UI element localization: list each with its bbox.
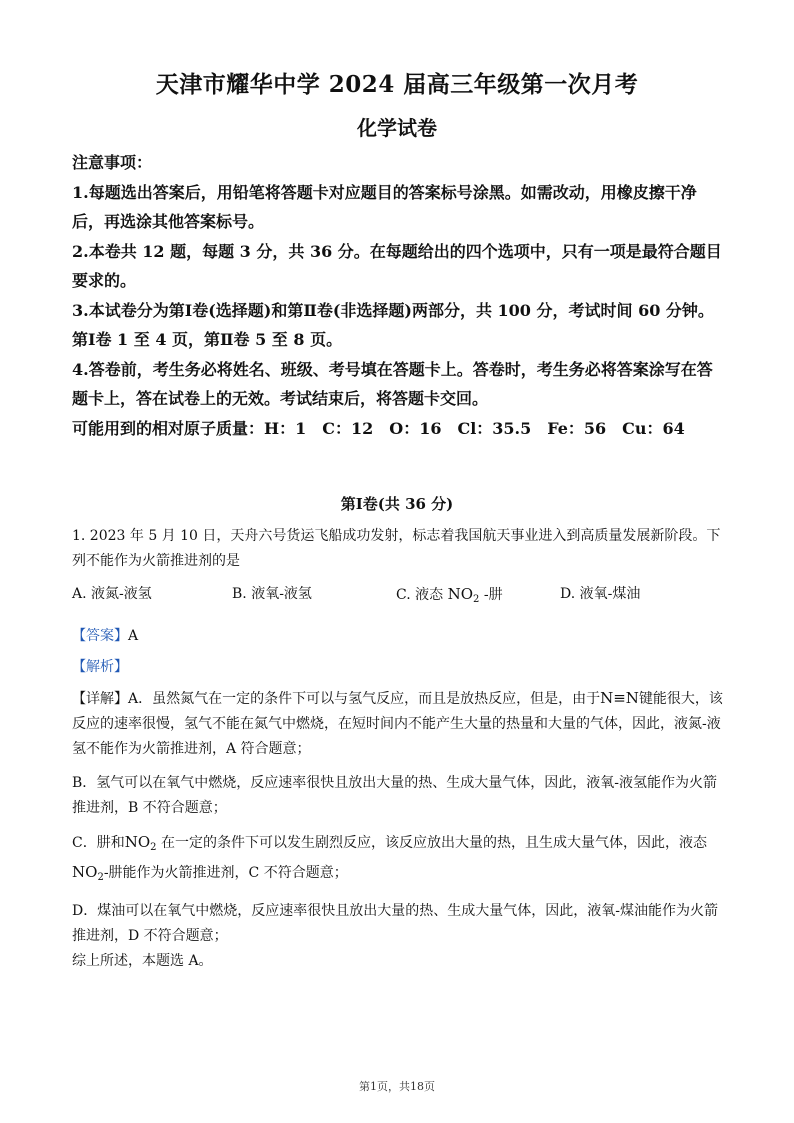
notes-item-2: 2.本卷共 12 题，每题 3 分，共 36 分。在每题给出的四个选项中，只有一项是最符合题目要求的。	[72, 241, 722, 290]
option-c	[396, 582, 560, 612]
detail-c-part2: 在一定的条件下可以发生剧烈反应，该反应放出大量的热，且生成大量气体，因此，液态	[160, 835, 707, 851]
notes-heading: 注意事项：	[72, 153, 153, 172]
analysis-line	[72, 655, 724, 680]
detail-c-subscript: 2	[150, 842, 157, 853]
option-a: A. 液氮-液氢	[72, 586, 152, 602]
question-block	[72, 524, 724, 974]
spacer	[72, 762, 724, 771]
answer-label: 【答案】	[72, 628, 128, 644]
detail-c-part3: -肼能作为火箭推进剂，C 不符合题意；	[103, 865, 348, 881]
detail-c-subscript2: 2	[97, 872, 104, 883]
detail-a-part2: 键能很大，该反应的速率很慢，氢气不能在氮气中燃烧，在短时间内不能产生大量的热量和大量的气体，因此，液氮-液氢不能作为火箭推进剂，A 符合题意；	[72, 691, 723, 757]
answer-value: A	[128, 628, 139, 644]
page-footer: 第1页，共18页	[359, 1080, 435, 1093]
exam-subtitle: 化学试卷	[357, 116, 437, 140]
detail-c-formula: NO	[124, 833, 151, 851]
spacer	[72, 821, 724, 830]
detail-label: 【详解】	[72, 691, 128, 707]
exam-title: 天津市耀华中学 2024 届高三年级第一次月考	[155, 71, 639, 98]
spacer	[72, 890, 724, 899]
detail-a-part1: A．虽然氮气在一定的条件下可以与氢气反应，而且是放热反应，但是，由于	[128, 691, 601, 707]
detail-c	[72, 830, 724, 890]
option-c-subscript: 2	[473, 594, 480, 605]
option-row	[72, 582, 724, 612]
option-c-formula: NO	[447, 585, 474, 603]
answer-line	[72, 624, 724, 649]
detail-b: B．氢气可以在氧气中燃烧，反应速率很快且放出大量的热、生成大量气体，因此，液氧-液氢能作为火箭推进剂，B 不符合题意；	[72, 775, 718, 816]
summary-line: 综上所述，本题选 A。	[72, 953, 213, 969]
question-stem: 1. 2023 年 5 月 10 日，天舟六号货运飞船成功发射，标志着我国航天事业进入到高质量发展新阶段。下列不能作为火箭推进剂的是	[72, 528, 721, 569]
detail-c-part1: C．肼和	[72, 835, 125, 851]
section-title: 第Ⅰ卷(共 36 分)	[340, 495, 454, 513]
notes-item-4: 4.答卷前，考生务必将姓名、班级、考号填在答题卡上。答卷时，考生务必将答案涂写在答题卡上，答在试卷上的无效。考试结束后，将答题卡交回。	[72, 359, 713, 408]
notes-item-3: 3.本试卷分为第Ⅰ卷(选择题)和第Ⅱ卷(非选择题)两部分，共 100 分，考试时间 60 分钟。第Ⅰ卷 1 至 4 页，第Ⅱ卷 5 至 8 页。	[72, 300, 714, 349]
triple-bond-formula: N≡N	[600, 689, 639, 707]
atomic-masses: 可能用到的相对原子质量：H：1 C：12 O：16 Cl：35.5 Fe：56 Cu：64	[72, 418, 685, 438]
notes-item-1: 1.每题选出答案后，用铅笔将答题卡对应题目的答案标号涂黑。如需改动，用橡皮擦干净后，再选涂其他答案标号。	[72, 182, 697, 231]
analysis-label: 【解析】	[72, 659, 128, 675]
option-d: D. 液氧-煤油	[560, 586, 641, 602]
option-c-prefix: C. 液态	[396, 587, 444, 603]
detail-a	[72, 686, 724, 762]
option-b: B. 液氧-液氢	[232, 586, 312, 602]
notes-block	[72, 148, 722, 443]
detail-c-formula2: NO	[72, 863, 98, 881]
detail-d: D．煤油可以在氧气中燃烧，反应速率很快且放出大量的热、生成大量气体，因此，液氧-煤油能作为火箭推进剂，D 不符合题意；	[72, 903, 718, 944]
option-c-suffix: -肼	[483, 587, 503, 603]
